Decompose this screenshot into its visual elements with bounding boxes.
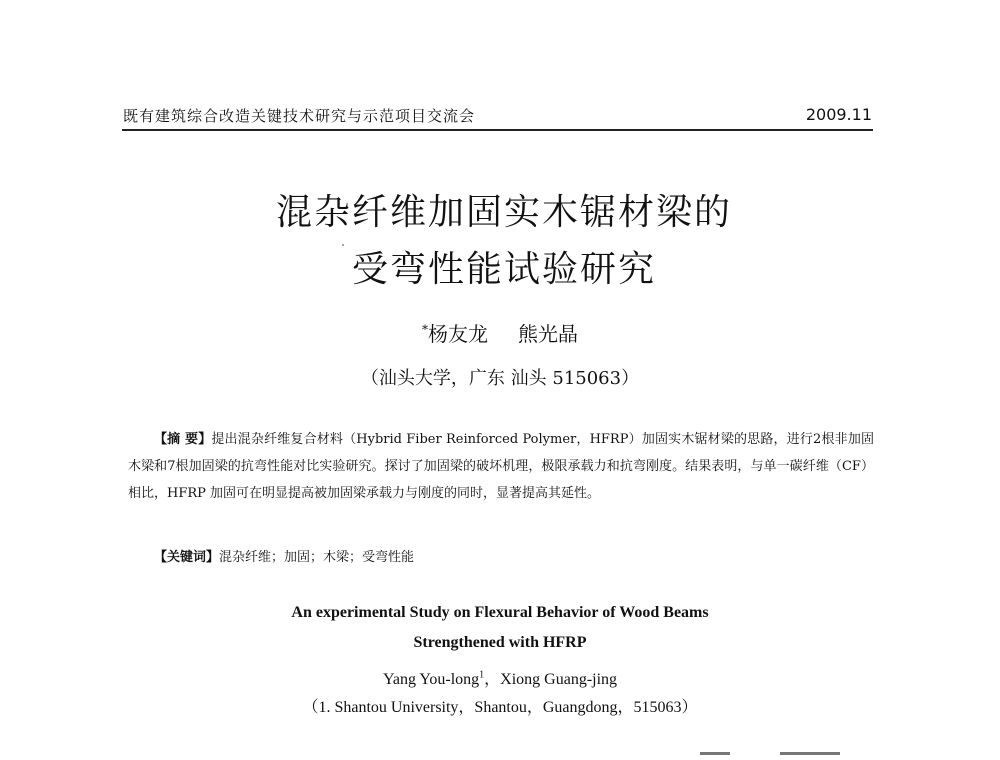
paper-title-line-1: 混杂纤维加固实木锯材梁的 (275, 192, 732, 233)
affiliation-superscript: 1 (479, 669, 485, 681)
english-affiliation: （1. Shantou University，Shantou，Guangdong，515063） (302, 699, 698, 716)
header-date: 2009.11 (805, 105, 872, 124)
english-title-line-1: An experimental Study on Flexural Behavior of Wood Beams (291, 604, 709, 621)
scan-speck (342, 244, 344, 246)
english-author-name: Xiong Guang-jing (500, 671, 618, 688)
paper-title-line-2: 受弯性能试验研究 (351, 249, 656, 290)
abstract-text: 提出混杂纤维复合材料（Hybrid Fiber Reinforced Polymer，HFRP）加固实木锯材梁的思路，进行2根非加固木梁和7根加固梁的抗弯性能对比实验研究。探讨了加固梁的破坏机理，极限承载力和抗弯刚度。结果表明，与单一碳纤维（CF）相比，HFRP 加固可在明显提高被加固梁承载力与刚度的同时，显著提高其延性。 (128, 432, 875, 501)
corresponding-author-mark: * (422, 322, 428, 337)
english-title-line-2: Strengthened with HFRP (413, 634, 587, 651)
author-name: 熊光晶 (518, 322, 578, 346)
abstract-label: 【摘 要】 (154, 432, 212, 447)
author-name: 杨友龙 (428, 322, 488, 346)
keywords-line (154, 546, 414, 565)
keywords-text: 混杂纤维；加固；木梁；受弯性能 (219, 550, 415, 565)
author-line (0, 318, 1000, 347)
header-rule (122, 129, 873, 131)
keywords-label: 【关键词】 (154, 550, 220, 565)
cut-off-text-fragment (700, 752, 730, 755)
english-author-line (0, 666, 1000, 689)
author-separator: ， (484, 671, 501, 688)
abstract-paragraph (128, 426, 874, 507)
author-affiliation: （汕头大学，广东 汕头 515063） (360, 368, 640, 389)
proceedings-header: 既有建筑综合改造关键技术研究与示范项目交流会 (123, 107, 476, 125)
cut-off-text-fragment (780, 752, 840, 755)
english-author-name: Yang You-long (382, 671, 480, 688)
